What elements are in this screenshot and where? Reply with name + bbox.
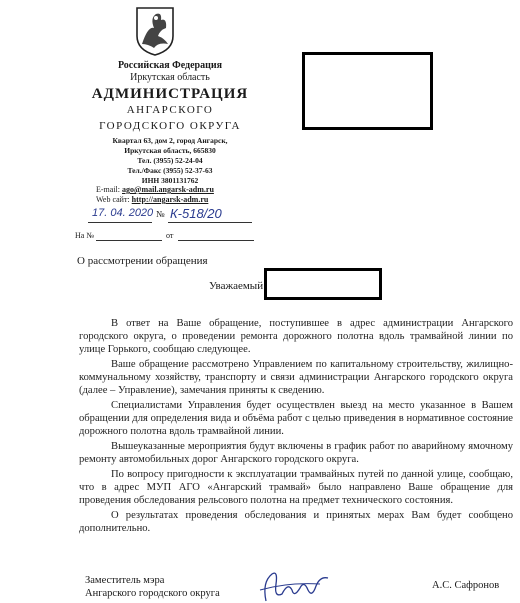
body-paragraph-6: О результатах проведения обследования и принятых мерах Вам будет сообщено дополнительно.: [79, 510, 513, 534]
ot-underline: [178, 240, 254, 241]
body-paragraph-3: Специалистами Управления будет осуществлен выезд на место указанное в Вашем обращении для определения вида и объёма работ с целью приведения в нормативное состояние дорожного полотна вдоль трамвайной линии.: [79, 400, 513, 437]
na-no-label: На №: [75, 231, 94, 240]
inn-line: ИНН 3801131762: [141, 176, 199, 185]
email-link[interactable]: ago@mail.angarsk-adm.ru: [122, 185, 214, 194]
redacted-recipient-block: [302, 52, 433, 130]
federation-line: Российская Федерация: [117, 60, 223, 71]
address-line-1: Квартал 63, дом 2, город Ангарск,: [112, 136, 228, 145]
body-paragraph-1: В ответ на Ваше обращение, поступившее в адрес администрации Ангарского городского округа, о проведении ремонта дорожного полотна вдоль трамвайной линии по улице Горького, сообщаю следующее.: [79, 318, 513, 355]
subject-line: О рассмотрении обращения: [77, 255, 208, 267]
redacted-name: [264, 268, 382, 300]
web-link[interactable]: http://angarsk-adm.ru: [131, 195, 209, 204]
admin-title: АДМИНИСТРАЦИЯ: [91, 86, 249, 102]
body-paragraph-2: Ваше обращение рассмотрено Управлением по капитальному строительству, жилищно-коммунальному хозяйству, транспорту и связи администрации Ангарского городского округа (далее – Управление), замечания приняты к сведению.: [79, 359, 513, 396]
greeting: Уважаемый: [209, 280, 264, 292]
body-paragraph-5: По вопросу пригодности к эксплуатации трамвайных путей по данной улице, сообщаю, что в адрес МУП АГО «Ангарский трамвай» было направлено Ваше обращение для проведения обследования рельсового полотна на предмет технического состояния.: [79, 469, 513, 506]
signer-position-2: Ангарского городского округа: [85, 588, 220, 599]
region-line: Иркутская область: [130, 72, 210, 83]
city-line-1: АНГАРСКОГО: [126, 104, 214, 116]
handwritten-signature: [258, 568, 338, 603]
web-label: Web сайт:: [96, 195, 130, 204]
handwritten-number: К-518/20: [170, 206, 222, 221]
signer-name: А.С. Сафронов: [432, 580, 500, 591]
email-row: [96, 185, 214, 194]
email-label: E-mail:: [96, 185, 120, 194]
web-row: [96, 195, 208, 204]
body-paragraph-4: Вышеуказанные мероприятия будут включены в график работ по аварийному ямочному ремонту автомобильных дорог Ангарского городского округа.: [79, 441, 513, 465]
phone-line: Тел. (3955) 52-24-04: [137, 156, 203, 165]
address-line-2: Иркутская область, 665830: [124, 146, 216, 155]
coat-of-arms-emblem: [134, 6, 176, 56]
handwritten-date: 17. 04. 2020: [92, 207, 154, 219]
signer-position-1: Заместитель мэра: [85, 575, 165, 586]
city-line-2: ГОРОДСКОГО ОКРУГА: [99, 120, 241, 132]
number-underline: [168, 222, 252, 223]
ot-label: от: [166, 231, 174, 240]
date-underline: [88, 222, 152, 223]
fax-line: Тел./Факс (3955) 52-37-63: [127, 166, 213, 175]
na-no-underline: [96, 240, 162, 241]
number-sign: №: [156, 209, 165, 219]
